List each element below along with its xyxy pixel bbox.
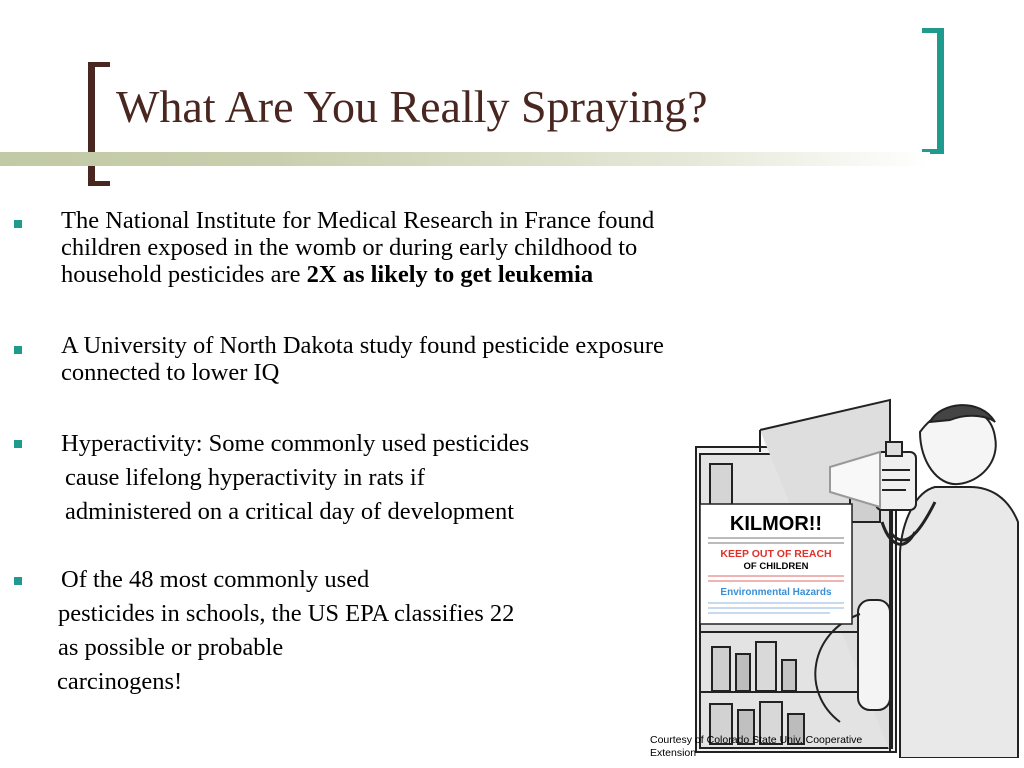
bullet-marker bbox=[14, 346, 22, 354]
bullet-line: Of the 48 most commonly used bbox=[61, 566, 370, 593]
bullet-line: administered on a critical day of development bbox=[65, 498, 515, 525]
bullet-4 bbox=[57, 563, 515, 699]
image-credit bbox=[650, 734, 862, 760]
bullet-line: pesticides in schools, the US EPA classifies 22 bbox=[58, 600, 515, 627]
label-brand-text: KILMOR!! bbox=[729, 513, 823, 535]
bullet-line: Hyperactivity: Some commonly used pesticides bbox=[61, 430, 530, 457]
bullet-marker bbox=[14, 220, 22, 228]
bullet-1 bbox=[61, 207, 654, 288]
bullet-line: carcinogens! bbox=[57, 668, 183, 695]
pesticide-cabinet-illustration bbox=[690, 392, 1020, 758]
bullet-line: cause lifelong hyperactivity in rats if bbox=[65, 464, 425, 491]
bullet-3 bbox=[61, 427, 529, 529]
bullet-line: as possible or probable bbox=[58, 634, 284, 661]
label-warning-line-2: OF CHILDREN bbox=[743, 561, 809, 572]
bullet-line: A University of North Dakota study found pesticide exposure bbox=[61, 332, 664, 359]
emphasis-text: 2X as likely to get leukemia bbox=[306, 261, 594, 288]
bullet-line: children exposed in the womb or during early childhood to bbox=[61, 234, 638, 261]
bullet-marker bbox=[14, 577, 22, 585]
bullet-line bbox=[61, 261, 654, 288]
bullet-marker bbox=[14, 440, 22, 448]
bullet-line: The National Institute for Medical Research in France found bbox=[61, 207, 655, 234]
slide-title: What Are You Really Spraying? bbox=[116, 81, 708, 132]
bullet-line: connected to lower IQ bbox=[61, 359, 280, 386]
bullet-2 bbox=[61, 332, 664, 386]
bullet-line-text: household pesticides are bbox=[61, 261, 307, 288]
credit-line-2: Extension bbox=[650, 747, 697, 759]
label-warning-line-1: KEEP OUT OF REACH bbox=[720, 548, 832, 560]
label-env-hazards: Environmental Hazards bbox=[720, 587, 832, 598]
pesticide-label bbox=[700, 504, 852, 624]
credit-line-1: Courtesy of Colorado State Univ. Cooperative bbox=[650, 734, 863, 746]
